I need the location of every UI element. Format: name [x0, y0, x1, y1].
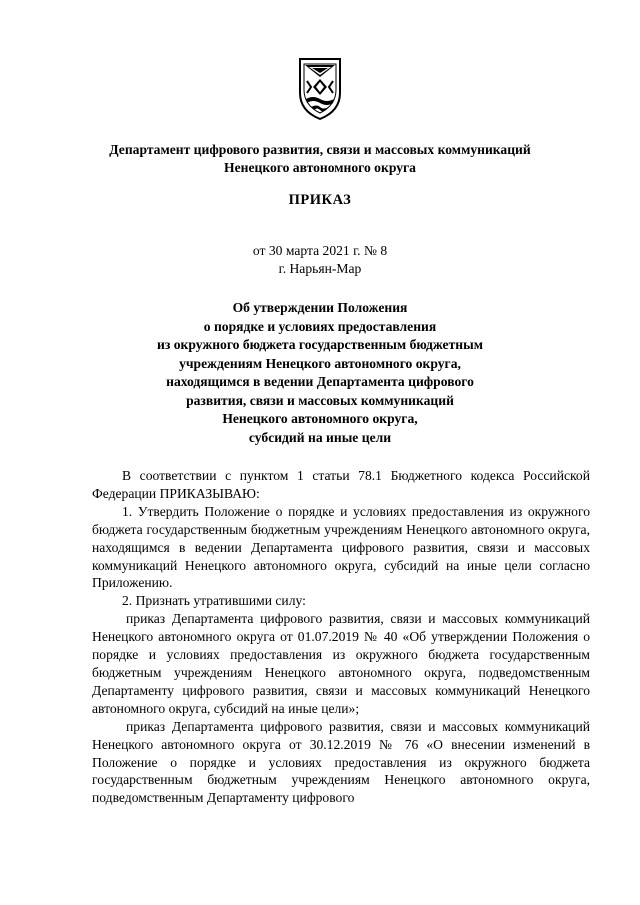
- department-name-line-2: Ненецкого автономного округа: [224, 160, 416, 175]
- repealed-order-1-paragraph: приказ Департамента цифрового развития, связи и массовых коммуникаций Ненецкого автономного округа от 01.07.2019 № 40 «Об утверждении Положения о порядке и условиях предоставления из окружного бюджета государственным бюджетным учреждениям Ненецкого автономного округа, подведомственным Департаменту цифрового развития, связи и массовых коммуникаций Ненецкого автономного округа, субсидий на иные цели»;: [92, 611, 590, 716]
- title-line: Об утверждении Положения: [232, 300, 408, 315]
- title-line: из окружного бюджета государственным бюджетным: [157, 337, 483, 352]
- order-date-number: от 30 марта 2021 г. № 8: [252, 243, 388, 258]
- date-and-number: [60, 242, 580, 278]
- city: г. Нарьян-Мар: [278, 261, 362, 276]
- department-name-line-1: Департамент цифрового развития, связи и массовых коммуникаций: [109, 142, 531, 157]
- document-type: ПРИКАЗ: [288, 192, 352, 208]
- repealed-order-2-paragraph: приказ Департамента цифрового развития, связи и массовых коммуникаций Ненецкого автономного округа от 30.12.2019 № 76 «О внесении изменений в Положение о порядке и условиях предоставления из окружного бюджета государственным бюджетным учреждениям Ненецкого автономного округа, подведомственным Департаменту цифрового: [92, 718, 590, 806]
- document-body: [92, 467, 590, 807]
- item-2-paragraph: 2. Признать утратившими силу:: [122, 593, 306, 609]
- title-line: Ненецкого автономного округа,: [222, 411, 418, 426]
- title-line: находящимся в ведении Департамента цифрового: [166, 374, 474, 389]
- document-title: [60, 299, 580, 447]
- department-name: [60, 141, 580, 177]
- title-line: учреждениям Ненецкого автономного округа,: [179, 355, 461, 371]
- title-line: субсидий на иные цели: [248, 429, 392, 445]
- coat-of-arms-emblem: [297, 57, 343, 121]
- preamble-paragraph: В соответствии с пунктом 1 статьи 78.1 Бюджетного кодекса Российской Федерации ПРИКАЗЫВАЮ:: [92, 468, 590, 501]
- item-1-paragraph: 1. Утвердить Положение о порядке и условиях предоставления из окружного бюджета государственным бюджетным учреждениям Ненецкого автономного округа, находящимся в ведении Департамента цифрового развития, связи и массовых коммуникаций Ненецкого автономного округа, субсидий на иные цели согласно Приложению.: [92, 503, 590, 591]
- title-line: о порядке и условиях предоставления: [203, 318, 437, 334]
- title-line: развития, связи и массовых коммуникаций: [186, 392, 454, 408]
